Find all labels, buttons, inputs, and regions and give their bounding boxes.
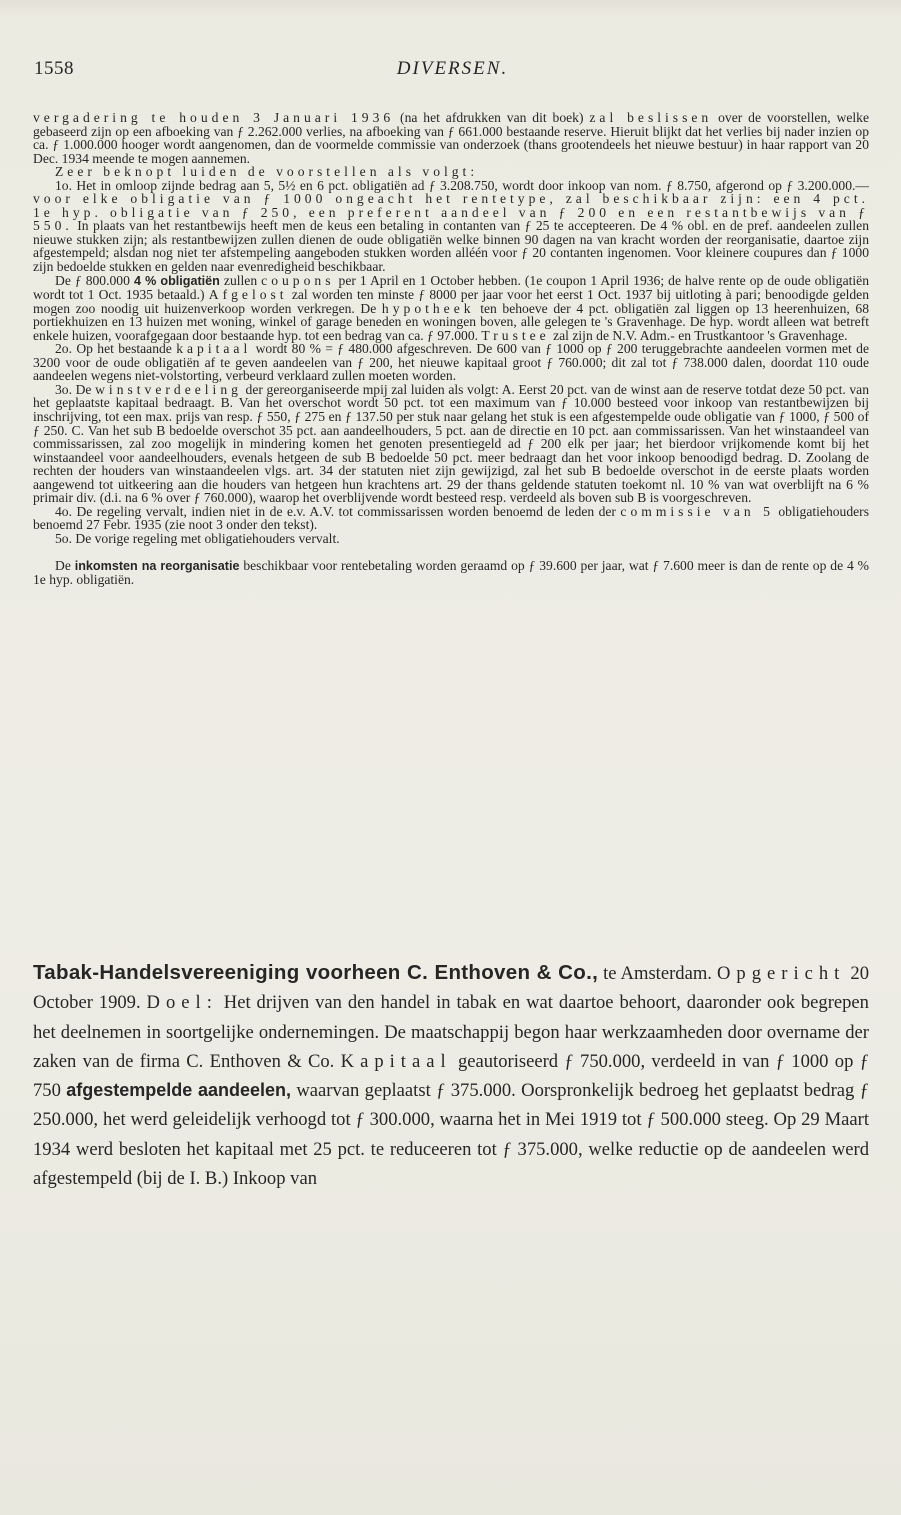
text-run: waarvan geplaatst ƒ 375.000. Oorspronkelijk bedroeg het geplaatst bedrag ƒ 250.000, het werd geleidelijk verhoogd tot ƒ 300.000, waarna het in Mei 1919 tot ƒ 500.000 steeg. Op 29 Maart 1934 werd besloten het kapitaal met 25 pct. te reduceeren tot ƒ 375.000, welke reductie op de aandeelen werd afgestempeld (bij de I. B.) Inkoop van bbox=[33, 1080, 869, 1190]
text-run: zal zijn de N.V. Adm.- en Trustkantoor 's Gravenhage. bbox=[549, 327, 848, 343]
text-run: geautoriseerd ƒ 750.000, verdeeld in van ƒ 1000 op ƒ 750 bbox=[33, 1050, 869, 1102]
text-run: beschikbaar voor rentebetaling worden geraamd op ƒ 39.600 per jaar, wat ƒ 7.600 meer is dan de rente op de 4 % 1e hyp. obligatiën. bbox=[33, 557, 869, 588]
emphasis-text: Tabak-Handelsvereeniging voorheen C. Enthoven & Co., bbox=[33, 961, 599, 984]
text-run: De bbox=[55, 557, 75, 573]
text-run: wordt 80 % = ƒ 480.000 afgeschreven. De 600 van ƒ 1000 op ƒ 200 teruggebrachte aandeelen vormen met de 3200 voor de oude obligatiën af te geven aandeelen van ƒ 200, het nieuwe kapitaal groot ƒ 760.000; dit zal tot ƒ 738.000 dalen, doordat 110 oude aandeelen wegens niet-volstorting, verbeurd verklaard zullen moeten worden. bbox=[33, 341, 870, 384]
text-run: over de voorstellen, welke gebaseerd zijn op een afboeking van ƒ 2.262.000 verlies, na afboeking van ƒ 661.000 bestaande reserve. Hieruit blijkt dat het verlies bij nader inzien op ca. ƒ 1.000.000 hooger wordt aangenomen, dan de voormelde commissie van onderzoek (thans grootendeels het nieuwe bestuur) in haar rapport van 20 Dec. 1934 meende te mogen aannemen. bbox=[33, 110, 870, 166]
text-run: 4o. De regeling vervalt, indien niet in de e.v. A.V. tot commissarissen worden benoemd de leden der bbox=[55, 503, 621, 519]
emphasis-text: Trustee bbox=[481, 327, 550, 343]
company-entry bbox=[33, 958, 869, 1193]
emphasis-text: zal beslissen bbox=[589, 110, 713, 125]
paragraph bbox=[33, 559, 869, 587]
emphasis-text: inkomsten na reorganisatie bbox=[74, 558, 240, 573]
emphasis-text: 4 % obligatiën bbox=[133, 273, 220, 288]
text-run: 20 October 1909. bbox=[33, 963, 869, 1014]
paragraph bbox=[33, 274, 869, 343]
emphasis-text: Zeer beknopt luiden de voorstellen als volgt: bbox=[55, 164, 479, 180]
page-number: 1558 bbox=[34, 58, 74, 79]
emphasis-text: kapitaal bbox=[176, 341, 252, 357]
paragraph bbox=[33, 532, 869, 546]
paragraph bbox=[33, 342, 869, 383]
emphasis-text: Kapitaal bbox=[340, 1050, 452, 1072]
text-run: 2o. Op het bestaande bbox=[55, 341, 177, 357]
emphasis-text: hypotheek bbox=[381, 300, 475, 316]
emphasis-text: winstverdeeling bbox=[95, 381, 242, 397]
text-run: obligatiehouders benoemd 27 Febr. 1935 (zie noot 3 onder den tekst). bbox=[33, 503, 869, 533]
emphasis-text: Doel: bbox=[146, 992, 218, 1014]
text-run: zal worden ten minste ƒ 8000 per jaar voor het eerst 1 Oct. 1937 bij uitloting à pari; benoodigde gelden mogen zoo noodig uit huizenverkoop worden verkregen. De bbox=[33, 287, 870, 316]
text-run: De ƒ 800.000 bbox=[55, 272, 134, 288]
emphasis-text: afgestempelde aandeelen, bbox=[66, 1080, 292, 1101]
paragraph bbox=[33, 383, 869, 505]
text-run: 1o. Het in omloop zijnde bedrag aan 5, 5½ en 6 pct. obligatiën ad ƒ 3.208.750, wordt door inkoop van nom. ƒ 8.750, afgerond op ƒ 3.200.000.— bbox=[55, 177, 869, 193]
text-run: zullen bbox=[219, 272, 262, 288]
paragraph bbox=[33, 179, 869, 274]
emphasis-text: Opgericht bbox=[717, 963, 846, 984]
emphasis-text: coupons bbox=[261, 272, 335, 288]
page-header bbox=[34, 58, 871, 88]
text-run: te Amsterdam. bbox=[598, 963, 717, 984]
text-run: per 1 April en 1 October hebben. (1e coupon 1 April 1936; de halve rente op de oude obligatiën wordt tot 1 Oct. 1935 betaald.) bbox=[33, 272, 869, 303]
running-head: DIVERSEN. bbox=[396, 58, 509, 79]
paragraph bbox=[33, 505, 869, 532]
text-run: 5o. De vorige regeling met obligatiehouders vervalt. bbox=[55, 530, 340, 546]
text-run: Het drijven van den handel in tabak en wat daartoe behoort, daaronder ook begrepen het deelnemen in soortgelijke ondernemingen. De maatschappij begon haar werkzaamheden door overname der zaken van de firma C. Enthoven & Co. bbox=[33, 992, 869, 1072]
small-print-section bbox=[33, 111, 869, 587]
company-paragraph bbox=[33, 958, 869, 1193]
text-run: (na het afdrukken van dit boek) bbox=[394, 110, 590, 125]
paragraph bbox=[33, 111, 869, 165]
emphasis-text: vergadering te houden 3 Januari 1936 bbox=[33, 110, 395, 125]
paragraph bbox=[33, 165, 869, 179]
text-run: 3o. De bbox=[55, 381, 96, 397]
emphasis-text: voor elke obligatie van ƒ 1000 ongeacht het rentetype, zal beschikbaar zijn: een 4 pct. 1e hyp. obligatie van ƒ 250, een preferent aandeel van ƒ 200 en een restantbewijs van ƒ 550. bbox=[33, 191, 869, 234]
emphasis-text: commissie van 5 bbox=[620, 503, 774, 519]
text-run: In plaats van het restantbewijs heeft men de keus een betaling in contanten van ƒ 25 te accepteeren. De 4 % obl. en de pref. aandeelen zullen nieuwe stukken zijn; als restantbewijzen zullen dienen de oude obligatiën welke binnen 90 dagen na van kracht worden der reorganisatie, daartoe zijn afgestempeld; alsdan nog niet ter afstempeling aangeboden stukken worden alléén voor ƒ 20 contanten ingenomen. Voor kleinere coupures dan ƒ 1000 zijn bedoelde stukken en gelden naar evenredigheid beschikbaar. bbox=[33, 218, 869, 275]
text-run: der gereorganiseerde mpij zal luiden als volgt: A. Eerst 20 pct. van de winst aan de reserve totdat deze 50 pct. van het geplaatste kapitaal bedraagt. B. Van het overschot wordt 50 pct. tot een maximum van ƒ 10.000 besteed voor inkoop van restantbewijzen bij inschrijving, tot een max. prijs van resp. ƒ 550, ƒ 275 en ƒ 137.50 per stuk naar gelang het stuk is een afgestempelde oude obligatie van ƒ 1000, ƒ 500 of ƒ 250. C. Van het sub B bedoelde overschot 35 pct. aan aandeelhouders, 5 pct. aan de directie en 10 pct. aan commissarissen. Van het winstaandeel van commissarissen, zal zoo mogelijk in mindering komen het genoten presentiegeld ad ƒ 200 elk per jaar; het bierdoor vrijkomende komt bij het winstaandeel voor aandeelhouders, evenals hetgeen de sub B bedoelde 50 pct. meer bedraagt dan het voor inkoop benoodigd bedrag. D. Zoolang de rechten der houders van winstaandeelen vlgs. art. 34 der statuten niet zijn gewijzigd, zal het sub B bedoelde overschot in de eerste plaats worden aangewend tot uitkeering aan die houders van hetgeen hun krachtens art. 29 der thans geldende statuten toekomt nl. 10 % van wat overblijft na 6 % primair div. (d.i. na 6 % over ƒ 760.000), waarop het overblijvende wordt besteed resp. verdeeld als boven sub B is voorgeschreven. bbox=[33, 381, 869, 506]
emphasis-text: Afgelost bbox=[208, 287, 288, 303]
text-run: ten behoeve der 4 pct. obligatiën zal liggen op 13 heerenhuizen, 68 portiekhuizen en 13 huizen met woning, winkel of garage beneden en woningen boven, alle gelegen te 's Gravenhage. De hyp. wordt alleen wat betreft enkele huizen, voorafgegaan door bestaande hyp. tot een bedrag van ca. ƒ 97.000. bbox=[33, 300, 870, 343]
